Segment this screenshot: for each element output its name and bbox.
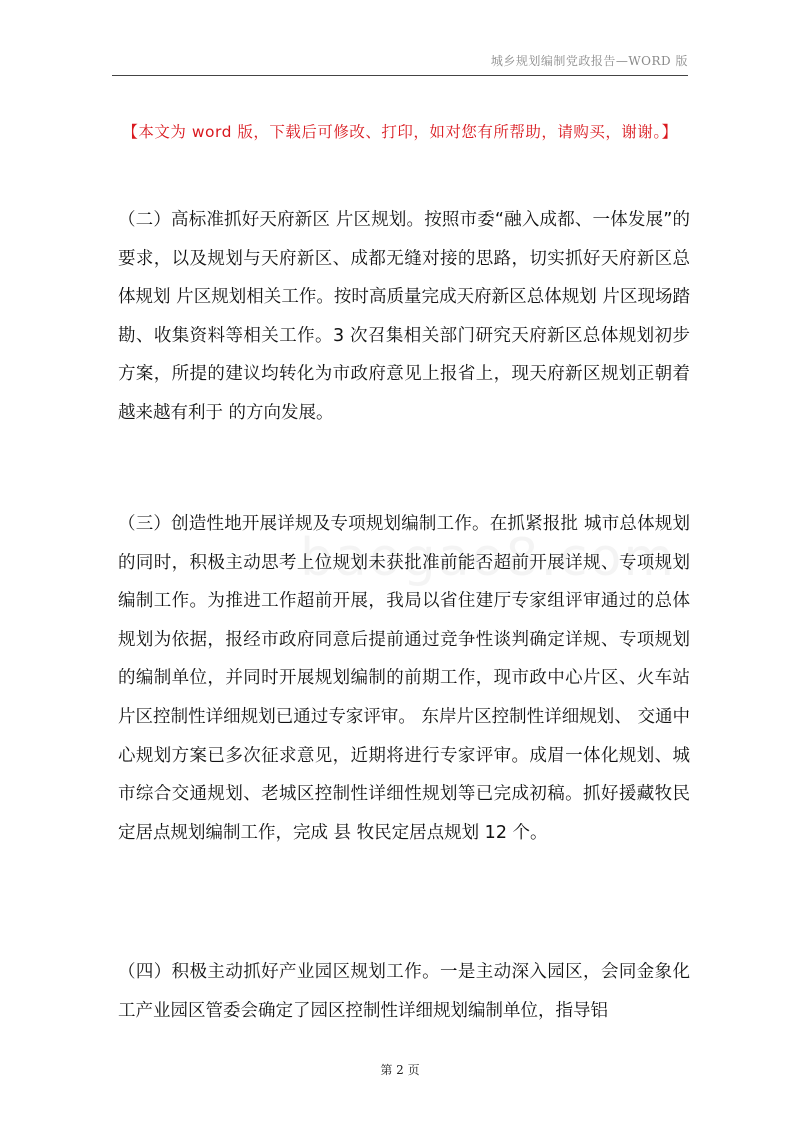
- document-header-title: 城乡规划编制党政报告—WORD 版: [490, 54, 688, 68]
- paragraph-tianfu-new-area: （二）高标准抓好天府新区 片区规划。按照市委“融入成都、一体发展”的要求，以及规划与天府新区、成都无缝对接的思路，切实抓好天府新区总体规划 片区规划相关工作。按时高质量完成天府新区总体规划 片区现场踏勘、收集资料等相关工作。3 次召集相关部门研究天府新区总体规划初步方案，所提的建议均转化为市政府意见上报省上，现天府新区规划正朝着越来越有利于 的方向发展。: [118, 210, 690, 423]
- paragraph-detailed-planning: （三）创造性地开展详规及专项规划编制工作。在抓紧报批 城市总体规划的同时，积极主动思考上位规划未获批准前能否超前开展详规、专项规划编制工作。为推进工作超前开展，我局以省住建厅专家组评审通过的总体规划为依据，报经市政府同意后提前通过竞争性谈判确定详规、专项规划的编制单位，并同时开展规划编制的前期工作，现市政中心片区、火车站片区控制性详细规划已通过专家评审。 东岸片区控制性详细规划、 交通中心规划方案已多次征求意见，近期将进行专家评审。成眉一体化规划、城市综合交通规划、老城区控制性详细性规划等已完成初稿。抓好援藏牧民定居点规划编制工作，完成 县 牧民定居点规划 12 个。: [118, 514, 690, 843]
- page-number: 第 2 页: [380, 1063, 420, 1077]
- purchase-notice: 【本文为 word 版，下载后可修改、打印，如对您有所帮助，请购买，谢谢。】: [122, 123, 678, 141]
- header-divider: [112, 75, 688, 76]
- paragraph-industrial-park: （四）积极主动抓好产业园区规划工作。一是主动深入园区，会同金象化工产业园区管委会确定了园区控制性详细规划编制单位，指导铝: [118, 962, 690, 1021]
